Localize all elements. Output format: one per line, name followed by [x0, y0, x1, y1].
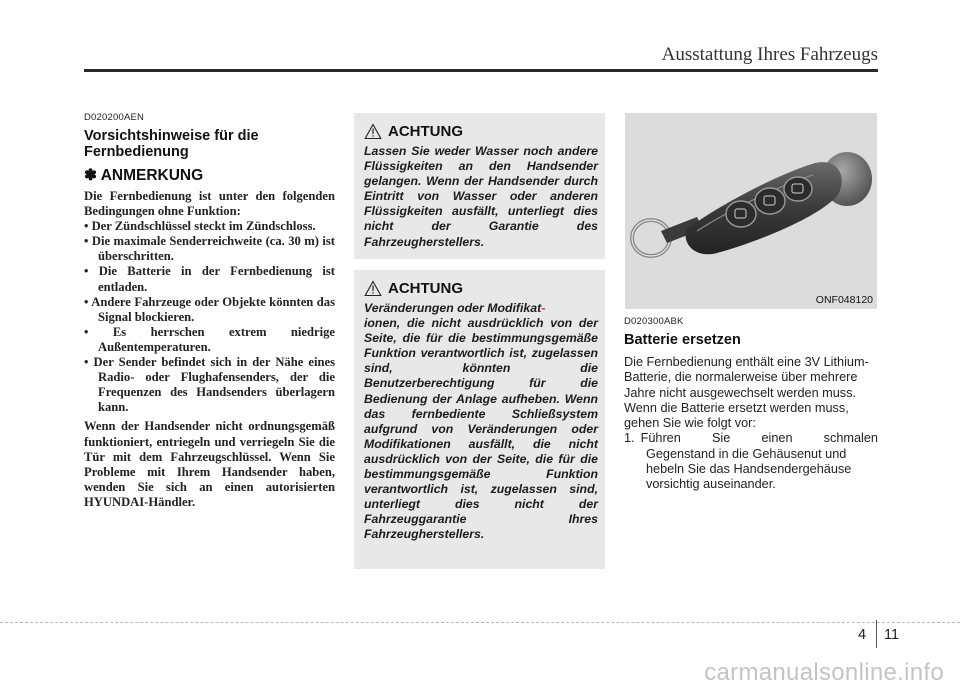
column-remote-precautions [84, 112, 335, 510]
chapter-number: 4 [858, 627, 867, 643]
hyphen-mark: - [541, 301, 546, 315]
header-title: Ausstattung Ihres Fahrzeugs [661, 44, 878, 65]
section-code: D020300ABK [624, 316, 684, 327]
list-item: • Die Batterie in der Fernbedienung ist entladen. [84, 264, 335, 294]
step-number: 1. [624, 431, 635, 446]
section-title: Batterie ersetzen [624, 332, 741, 348]
closing-text: Wenn der Handsender nicht ordnungsgemäß funktioniert, entriegeln und verriegeln Sie die Tür mit dem Fahrzeugschlüssel. Wenn Sie Probleme mit Ihrem Handsender haben, wenden Sie sich an einen autorisierten HYUNDAI-Händler. [84, 419, 335, 509]
header-rule [84, 69, 878, 72]
list-item: • Der Zündschlüssel steckt im Zündschloss. [84, 219, 335, 234]
warning-box-modifications [354, 270, 605, 569]
battery-text: Die Fernbedienung enthält eine 3V Lithium-Batterie, die normalerweise über mehrere Jahre nicht ausgewechselt werden muss. Wenn die Batterie ersetzt werden muss, gehen Sie wie folgt vor: [624, 355, 869, 431]
anmerkung-heading: ✽ ANMERKUNG [84, 167, 204, 184]
warning-title: ACHTUNG [388, 122, 463, 140]
warning-text: Lassen Sie weder Wasser noch andere Flüssigkeiten an den Handsender gelangen. Wenn der Handsender durch Eintritt von Wasser oder anderen Flüssigkeiten ausfällt, unterliegt dies nicht der Garantie des Fahrzeugherstellers. [364, 144, 598, 249]
step-word: schmalen [823, 431, 878, 446]
step-word: Sie [711, 431, 731, 446]
warning-triangle-icon [364, 123, 382, 140]
watermark: carmanualsonline.info [704, 659, 944, 686]
column-battery-replacement [624, 316, 878, 493]
condition-list [84, 219, 335, 415]
footer-rule [0, 622, 960, 623]
page-number-separator [876, 620, 877, 648]
warning-triangle-icon [364, 280, 382, 297]
warning-title: ACHTUNG [388, 279, 463, 297]
page-number: 11 [884, 627, 900, 643]
step-word: Führen [640, 431, 681, 446]
step-word: einen [761, 431, 793, 446]
section-code: D020200AEN [84, 112, 145, 123]
warning-text [364, 301, 598, 543]
warning-text-rest: ionen, die nicht ausdrücklich von der Seite, die für die bestimmungsgemäße Funktion verantwortlich ist, zugelassen sind, könnten die Benutzerberechtigung für die Bedienung der Anlage aufheben. Wenn das fernbediente Schließsystem aufgrund von Veränderungen oder Modifikationen ausfällt, die nicht ausdrücklich von der Seite, die für die bestimmungsgemäße Funktion verantwortlich ist, zugelassen sind, unterliegt dies nicht der Fahrzeuggarantie Ihres Fahrzeugherstellers. [364, 316, 598, 542]
intro-text: Die Fernbedienung ist unter den folgenden Bedingungen ohne Funktion: [84, 189, 335, 219]
warning-box-water [354, 113, 605, 259]
warning-text-start: Veränderungen oder Modifikat [364, 301, 542, 315]
section-title: Vorsichtshinweise für die Fernbedienung [84, 128, 259, 160]
step-item [624, 431, 878, 492]
list-item: • Die maximale Senderreichweite (ca. 30 m) ist überschritten. [84, 234, 335, 264]
list-item: • Andere Fahrzeuge oder Objekte könnten das Signal blockieren. [84, 295, 335, 325]
step-text: Gegenstand in die Gehäusenut und hebeln Sie das Handsendergehäuse vorsichtig auseinander. [646, 446, 852, 492]
remote-key-image [625, 113, 877, 309]
list-item: • Es herrschen extrem niedrige Außentemperaturen. [84, 325, 335, 355]
remote-key-illustration [625, 113, 877, 309]
list-item: • Der Sender befindet sich in der Nähe eines Radio- oder Flughafensenders, der die Frequenzen des Handsenders überlagern kann. [84, 355, 335, 415]
figure-label: ONF048120 [815, 294, 873, 306]
